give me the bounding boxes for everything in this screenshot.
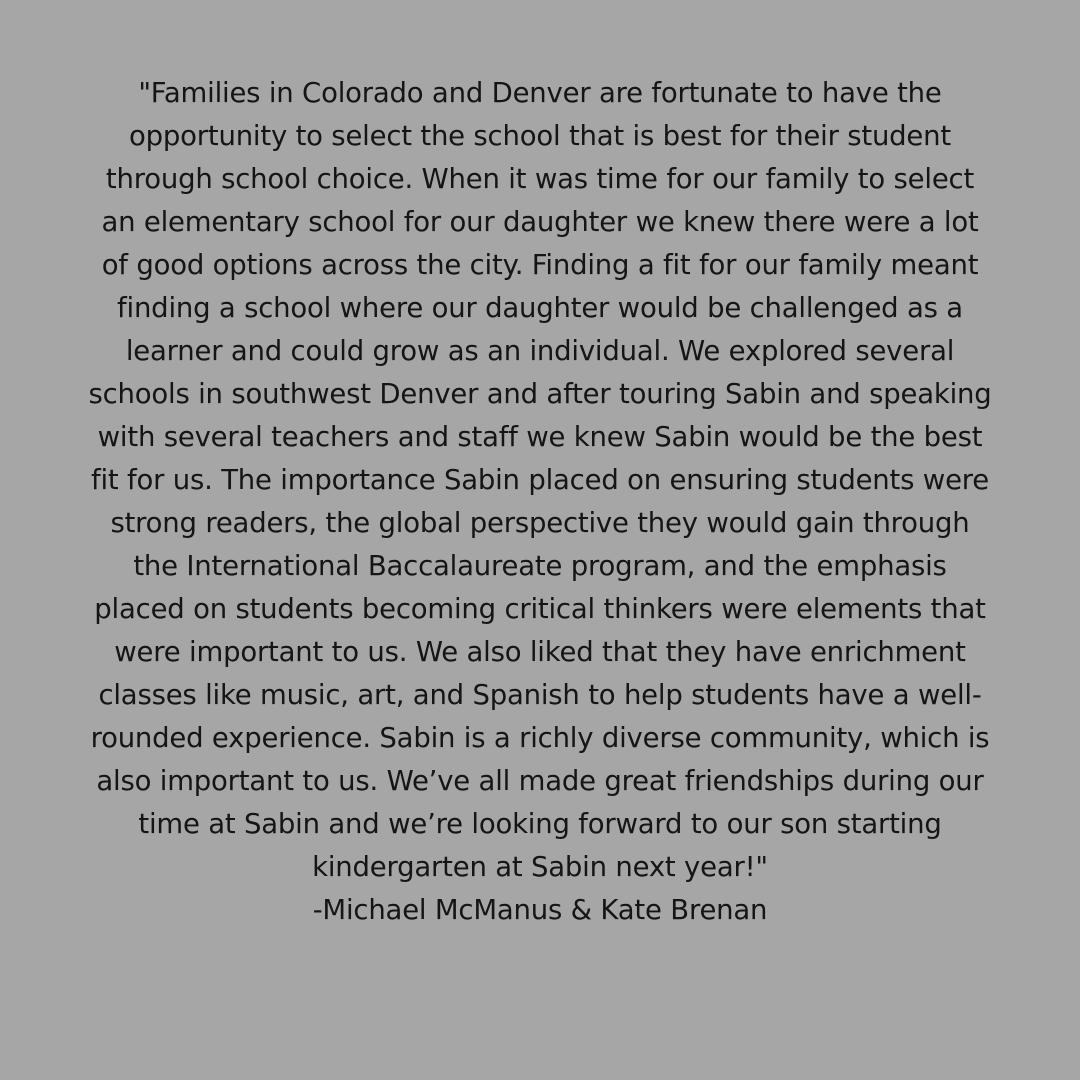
quote-line: kindergarten at Sabin next year!" xyxy=(312,851,768,883)
quote-line: opportunity to select the school that is best for their student xyxy=(129,120,951,152)
quote-line: the International Baccalaureate program, and the emphasis xyxy=(133,550,947,582)
quote-line: through school choice. When it was time for our family to select xyxy=(105,163,975,195)
quote-line: finding a school where our daughter would be challenged as a xyxy=(117,292,963,324)
quote-line: rounded experience. Sabin is a richly diverse community, which is xyxy=(90,722,990,754)
testimonial-attribution: -Michael McManus & Kate Brenan xyxy=(312,894,768,926)
quote-line: placed on students becoming critical thinkers were elements that xyxy=(94,593,986,625)
testimonial-quote xyxy=(40,72,1040,932)
quote-line: with several teachers and staff we knew Sabin would be the best xyxy=(97,421,983,453)
quote-line: were important to us. We also liked that they have enrichment xyxy=(114,636,966,668)
quote-line: an elementary school for our daughter we knew there were a lot xyxy=(101,206,979,238)
quote-line: classes like music, art, and Spanish to help students have a well- xyxy=(98,679,982,711)
quote-line: time at Sabin and we’re looking forward to our son starting xyxy=(138,808,942,840)
quote-line: strong readers, the global perspective they would gain through xyxy=(110,507,970,539)
quote-line: fit for us. The importance Sabin placed on ensuring students were xyxy=(90,464,990,496)
quote-line: also important to us. We’ve all made great friendships during our xyxy=(96,765,984,797)
quote-line: of good options across the city. Finding a fit for our family meant xyxy=(101,249,979,281)
quote-line: schools in southwest Denver and after touring Sabin and speaking xyxy=(88,378,992,410)
quote-line: learner and could grow as an individual. We explored several xyxy=(125,335,955,367)
quote-line: "Families in Colorado and Denver are fortunate to have the xyxy=(138,77,942,109)
